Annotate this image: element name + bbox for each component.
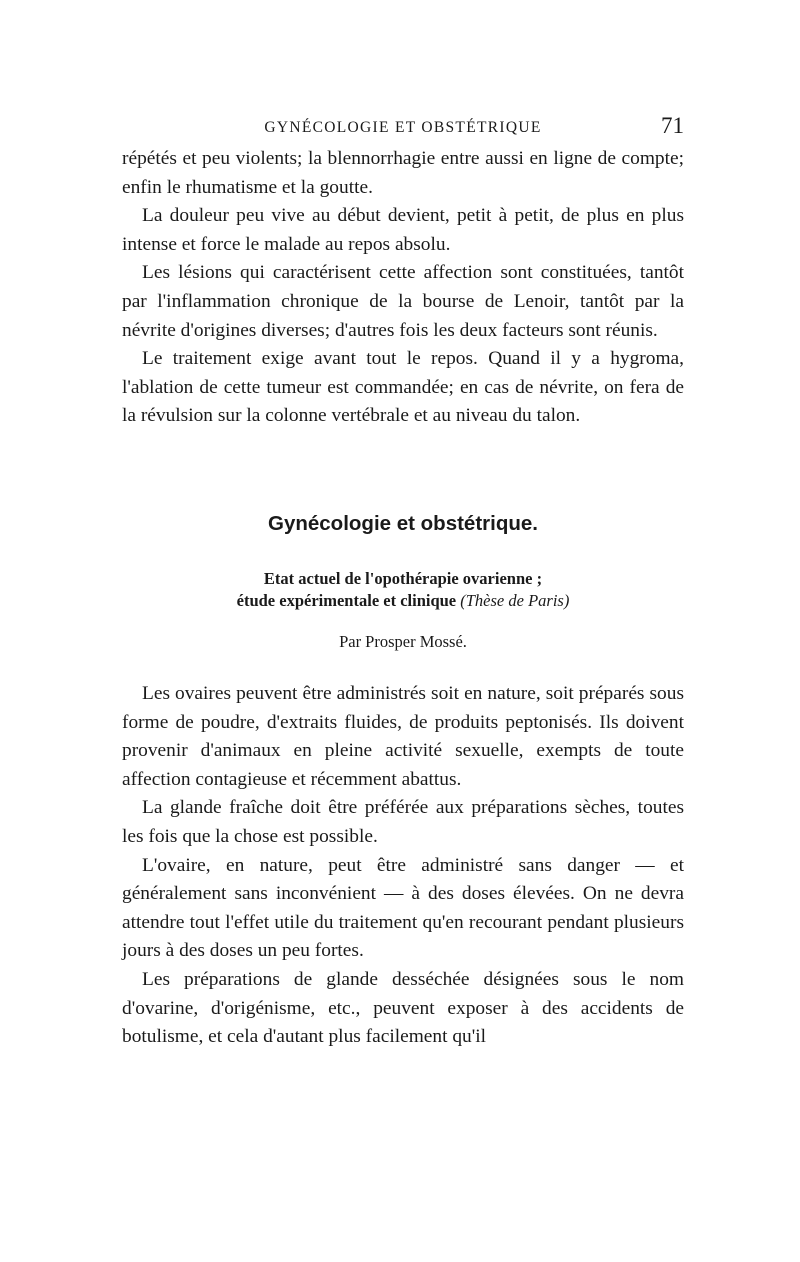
paragraph: La douleur peu vive au début devient, petit à petit, de plus en plus intense et force le malade au repos absolu. xyxy=(122,205,684,255)
thesis-note: (Thèse de Paris) xyxy=(460,591,570,610)
page-number: 71 xyxy=(661,113,684,138)
running-head xyxy=(122,113,684,143)
paragraph: La glande fraîche doit être préférée aux préparations sèches, toutes les fois que la chose est possible. xyxy=(122,797,684,847)
paragraph: Les lésions qui caractérisent cette affection sont constituées, tantôt par l'inflammation chronique de la bourse de Lenoir, tantôt par la névrite d'origines diverses; d'autres fois les deux facteurs sont réunis. xyxy=(122,262,684,341)
article-title-line: Etat actuel de l'opothérapie ovarienne ; xyxy=(263,569,543,588)
text-block-top xyxy=(122,145,684,431)
article-title-line xyxy=(122,590,684,612)
paragraph: Les ovaires peuvent être administrés soit en nature, soit préparés sous forme de poudre, d'extraits fluides, de produits peptonisés. Ils doivent provenir d'animaux en pleine activité sexuelle, exempts de toute affection contagieuse et récemment abattus. xyxy=(122,683,684,790)
paragraph: Le traitement exige avant tout le repos. Quand il y a hygroma, l'ablation de cette tumeur est commandée; en cas de névrite, on fera de la révulsion sur la colonne vertébrale et au niveau du talon. xyxy=(122,348,684,427)
paragraph: Les préparations de glande desséchée désignées sous le nom d'ovarine, d'origénisme, etc., peuvent exposer à des accidents de botulisme, et cela d'autant plus facilement qu'il xyxy=(122,968,684,1048)
article-title-text: étude expérimentale et clinique xyxy=(236,591,457,610)
paragraph: répétés et peu violents; la blennorrhagie entre aussi en ligne de compte; enfin le rhumatisme et la goutte. xyxy=(122,148,684,198)
article-title xyxy=(122,568,684,612)
paragraph: L'ovaire, en nature, peut être administré sans danger — et généralement sans inconvénient — à des doses élevées. On ne devra attendre tout l'effet utile du traitement qu'en recourant pendant plusieurs jours à des doses un peu fortes. xyxy=(122,854,684,962)
running-title: GYNÉCOLOGIE ET OBSTÉTRIQUE xyxy=(264,119,542,136)
text-block-bottom xyxy=(122,680,684,1052)
byline: Par Prosper Mossé. xyxy=(339,632,467,651)
section-title: Gynécologie et obstétrique. xyxy=(268,512,538,535)
